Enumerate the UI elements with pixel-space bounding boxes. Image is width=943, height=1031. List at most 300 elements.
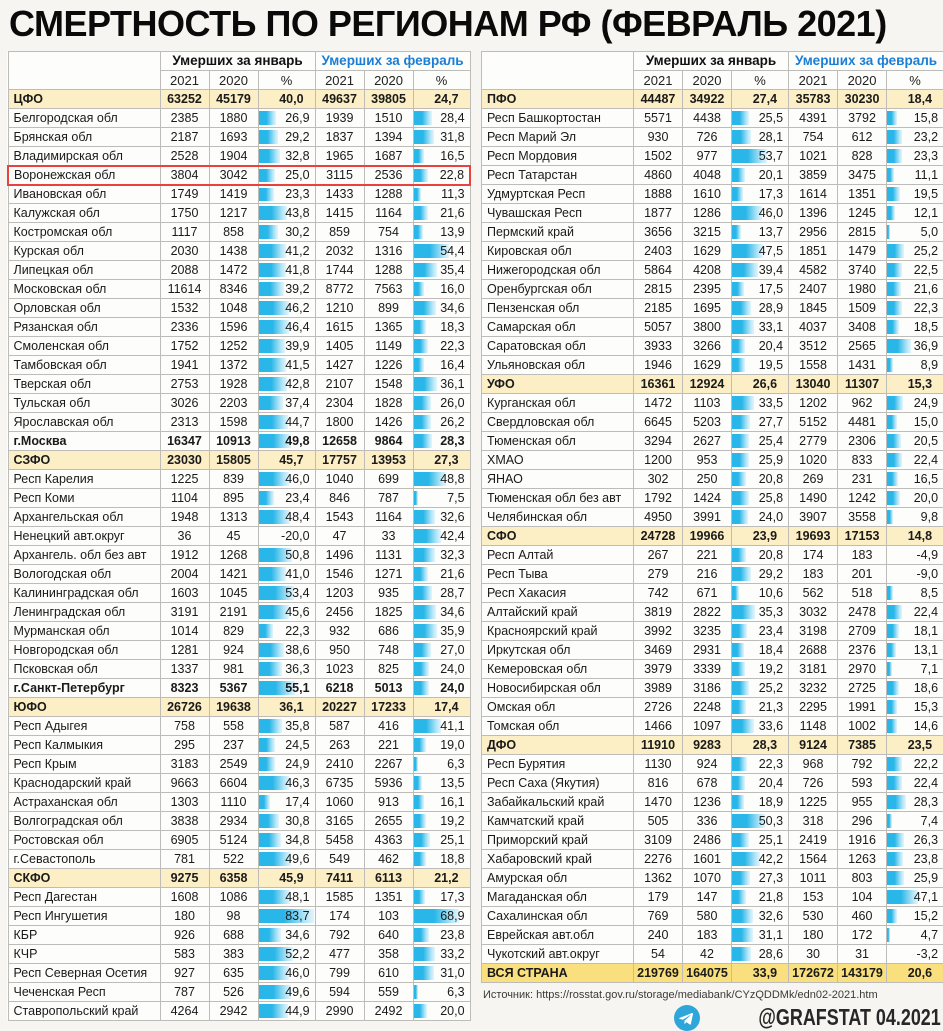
deaths-feb-2021: 1845	[789, 299, 838, 318]
deaths-jan-2020: 580	[683, 907, 732, 926]
pct-change-jan: 45,6	[258, 603, 315, 622]
deaths-feb-2021: 174	[789, 546, 838, 565]
region-row	[8, 527, 470, 546]
pct-change-feb: -4,9	[887, 546, 943, 565]
region-row	[482, 565, 943, 584]
percent-bar	[414, 966, 434, 980]
pct-change-feb: 14,6	[887, 717, 943, 736]
pct-change-jan: 33,9	[732, 964, 789, 983]
deaths-feb-2021: 3165	[315, 812, 364, 831]
deaths-feb-2021: 3859	[789, 166, 838, 185]
region-name: Магаданская обл	[482, 888, 634, 907]
deaths-feb-2021: 1148	[789, 717, 838, 736]
deaths-feb-2020: 833	[838, 451, 887, 470]
deaths-feb-2020: 17233	[364, 698, 413, 717]
region-row	[8, 717, 470, 736]
region-name: ЯНАО	[482, 470, 634, 489]
pct-change-feb: 16,0	[413, 280, 470, 299]
deaths-feb-2020: 2376	[838, 641, 887, 660]
region-name: Калининградская обл	[8, 584, 160, 603]
percent-bar	[732, 168, 745, 182]
deaths-feb-2020: 792	[838, 755, 887, 774]
pct-change-feb: 11,1	[887, 166, 943, 185]
pct-change-feb: 18,5	[887, 318, 943, 337]
percent-bar	[887, 681, 899, 695]
deaths-jan-2021: 930	[634, 128, 683, 147]
pct-change-feb: 28,3	[887, 793, 943, 812]
deaths-jan-2021: 2815	[634, 280, 683, 299]
credit-text: @GRAFSTAT 04.2021	[759, 1004, 941, 1031]
deaths-feb-2020: 686	[364, 622, 413, 641]
region-row	[482, 850, 943, 869]
pct-change-feb: 24,7	[413, 90, 470, 109]
pct-change-feb: 19,2	[413, 812, 470, 831]
deaths-jan-2020: 3991	[683, 508, 732, 527]
deaths-feb-2020: 11307	[838, 375, 887, 394]
deaths-feb-2020: 1002	[838, 717, 887, 736]
percent-bar	[732, 320, 754, 334]
percent-bar	[732, 187, 743, 201]
percent-bar	[732, 111, 749, 125]
pct-change-jan: 45,9	[258, 869, 315, 888]
deaths-jan-2021: 1337	[160, 660, 209, 679]
deaths-feb-2021: 968	[789, 755, 838, 774]
pct-change-feb: 22,2	[887, 755, 943, 774]
region-name: ПФО	[482, 90, 634, 109]
percent-bar	[887, 586, 893, 600]
pct-change-jan: 39,2	[258, 280, 315, 299]
deaths-feb-2021: 859	[315, 223, 364, 242]
percent-bar	[732, 453, 749, 467]
region-row	[482, 489, 943, 508]
region-row	[8, 375, 470, 394]
deaths-feb-2020: 1687	[364, 147, 413, 166]
pct-change-jan: 39,4	[732, 261, 789, 280]
percent-bar	[414, 681, 430, 695]
region-name: Тверская обл	[8, 375, 160, 394]
deaths-feb-2020: 2725	[838, 679, 887, 698]
deaths-jan-2021: 26726	[160, 698, 209, 717]
deaths-feb-2021: 1965	[315, 147, 364, 166]
region-row	[8, 242, 470, 261]
percent-bar	[414, 491, 419, 505]
deaths-feb-2021: 562	[789, 584, 838, 603]
percent-bar	[887, 624, 899, 638]
percent-bar	[414, 719, 441, 733]
percent-bar	[259, 396, 284, 410]
pct-change-feb: 23,8	[887, 850, 943, 869]
deaths-feb-2021: 477	[315, 945, 364, 964]
percent-bar	[414, 320, 426, 334]
percent-bar	[887, 491, 900, 505]
deaths-feb-2020: 3740	[838, 261, 887, 280]
col-jan-pct: %	[258, 71, 315, 90]
pct-change-feb: 9,8	[887, 508, 943, 527]
percent-bar	[887, 662, 892, 676]
pct-change-feb: 16,4	[413, 356, 470, 375]
district-row	[482, 527, 943, 546]
region-name: Мурманская обл	[8, 622, 160, 641]
percent-bar	[259, 188, 274, 202]
deaths-feb-2021: 20227	[315, 698, 364, 717]
pct-change-feb: 24,0	[413, 679, 470, 698]
region-row	[482, 717, 943, 736]
deaths-jan-2020: 635	[209, 964, 258, 983]
pct-change-jan: 44,7	[258, 413, 315, 432]
percent-bar	[887, 434, 901, 448]
percent-bar	[887, 700, 897, 714]
february-group-header: Умерших за февраль	[789, 52, 943, 71]
deaths-feb-2020: 33	[364, 527, 413, 546]
region-row	[482, 394, 943, 413]
percent-bar	[414, 529, 442, 543]
deaths-feb-2020: 962	[838, 394, 887, 413]
deaths-jan-2021: 2187	[160, 128, 209, 147]
deaths-feb-2021: 3181	[789, 660, 838, 679]
deaths-jan-2020: 1629	[683, 356, 732, 375]
col-feb-2021: 2021	[315, 71, 364, 90]
region-row	[8, 546, 470, 565]
region-row	[8, 641, 470, 660]
region-row	[482, 470, 943, 489]
region-name: ВСЯ СТРАНА	[482, 964, 634, 983]
deaths-jan-2020: 1438	[209, 242, 258, 261]
pct-change-feb: 25,9	[887, 869, 943, 888]
deaths-jan-2020: 924	[683, 755, 732, 774]
region-name: Ростовская обл	[8, 831, 160, 850]
deaths-jan-2021: 5571	[634, 109, 683, 128]
deaths-jan-2020: 19966	[683, 527, 732, 546]
pct-change-jan: 20,8	[732, 546, 789, 565]
deaths-jan-2020: 1086	[209, 888, 258, 907]
deaths-jan-2020: 1097	[683, 717, 732, 736]
deaths-jan-2020: 924	[209, 641, 258, 660]
percent-bar	[259, 358, 286, 372]
region-name: г.Севастополь	[8, 850, 160, 869]
region-name: Кировская обл	[482, 242, 634, 261]
percent-bar	[414, 225, 423, 239]
region-row	[8, 261, 470, 280]
deaths-feb-2020: 221	[364, 736, 413, 755]
deaths-jan-2020: 526	[209, 983, 258, 1002]
region-name: ДФО	[482, 736, 634, 755]
col-feb-2020: 2020	[838, 71, 887, 90]
deaths-jan-2020: 1880	[209, 109, 258, 128]
pct-change-jan: 19,2	[732, 660, 789, 679]
deaths-feb-2021: 3198	[789, 622, 838, 641]
region-row	[482, 337, 943, 356]
region-name: Костромская обл	[8, 223, 160, 242]
pct-change-jan: 42,2	[732, 850, 789, 869]
deaths-feb-2020: 2709	[838, 622, 887, 641]
deaths-jan-2021: 3109	[634, 831, 683, 850]
pct-change-jan: 27,4	[732, 90, 789, 109]
deaths-jan-2021: 927	[160, 964, 209, 983]
deaths-feb-2021: 35783	[789, 90, 838, 109]
pct-change-feb: 41,1	[413, 717, 470, 736]
region-name: Приморский край	[482, 831, 634, 850]
region-row	[8, 299, 470, 318]
deaths-jan-2021: 1877	[634, 204, 683, 223]
pct-change-jan: 28,3	[732, 736, 789, 755]
pct-change-feb: 22,3	[413, 337, 470, 356]
deaths-jan-2021: 3183	[160, 755, 209, 774]
percent-bar	[732, 662, 745, 676]
deaths-jan-2021: 1472	[634, 394, 683, 413]
deaths-jan-2021: 63252	[160, 90, 209, 109]
deaths-feb-2020: 1164	[364, 508, 413, 527]
pct-change-feb: 16,5	[413, 147, 470, 166]
col-feb-2021: 2021	[789, 71, 838, 90]
deaths-feb-2020: 1288	[364, 261, 413, 280]
pct-change-jan: 31,1	[732, 926, 789, 945]
region-row	[482, 926, 943, 945]
pct-change-feb: 21,2	[413, 869, 470, 888]
region-name: Воронежская обл	[8, 166, 160, 185]
pct-change-jan: 42,8	[258, 375, 315, 394]
percent-bar	[414, 643, 432, 657]
region-row	[482, 888, 943, 907]
col-jan-2021: 2021	[634, 71, 683, 90]
deaths-jan-2021: 3819	[634, 603, 683, 622]
deaths-jan-2020: 12924	[683, 375, 732, 394]
deaths-jan-2021: 583	[160, 945, 209, 964]
pct-change-jan: 25,1	[732, 831, 789, 850]
percent-bar	[732, 510, 748, 524]
region-row	[8, 1002, 470, 1021]
percent-bar	[732, 339, 745, 353]
pct-change-feb: 7,4	[887, 812, 943, 831]
pct-change-jan: 46,4	[258, 318, 315, 337]
deaths-feb-2020: 955	[838, 793, 887, 812]
pct-change-jan: 26,9	[258, 109, 315, 128]
region-name: Пензенская обл	[482, 299, 634, 318]
deaths-feb-2021: 47	[315, 527, 364, 546]
deaths-feb-2020: 462	[364, 850, 413, 869]
region-name: УФО	[482, 375, 634, 394]
deaths-jan-2021: 2004	[160, 565, 209, 584]
deaths-feb-2021: 799	[315, 964, 364, 983]
region-row	[482, 660, 943, 679]
deaths-jan-2021: 2088	[160, 261, 209, 280]
pct-change-jan: 33,1	[732, 318, 789, 337]
region-row	[8, 318, 470, 337]
deaths-feb-2020: 610	[364, 964, 413, 983]
deaths-jan-2020: 858	[209, 223, 258, 242]
deaths-jan-2021: 3838	[160, 812, 209, 831]
deaths-jan-2021: 6645	[634, 413, 683, 432]
deaths-jan-2021: 2528	[160, 147, 209, 166]
deaths-feb-2021: 792	[315, 926, 364, 945]
deaths-feb-2020: 5936	[364, 774, 413, 793]
deaths-feb-2020: 1226	[364, 356, 413, 375]
deaths-jan-2020: 147	[683, 888, 732, 907]
pct-change-feb: 15,8	[887, 109, 943, 128]
deaths-jan-2021: 1104	[160, 489, 209, 508]
deaths-jan-2021: 219769	[634, 964, 683, 983]
region-name: Белгородская обл	[8, 109, 160, 128]
pct-change-feb: 6,3	[413, 755, 470, 774]
pct-change-jan: 44,9	[258, 1002, 315, 1021]
deaths-feb-2021: 7411	[315, 869, 364, 888]
region-row	[482, 546, 943, 565]
deaths-feb-2020: 6113	[364, 869, 413, 888]
deaths-feb-2020: 1316	[364, 242, 413, 261]
deaths-jan-2020: 1695	[683, 299, 732, 318]
region-row	[8, 926, 470, 945]
percent-bar	[887, 320, 899, 334]
deaths-feb-2021: 1433	[315, 185, 364, 204]
percent-bar	[414, 111, 433, 125]
percent-bar	[887, 852, 903, 866]
deaths-jan-2020: 4208	[683, 261, 732, 280]
region-name: г.Санкт-Петербург	[8, 679, 160, 698]
deaths-feb-2020: 2306	[838, 432, 887, 451]
pct-change-feb: 34,6	[413, 299, 470, 318]
deaths-jan-2021: 44487	[634, 90, 683, 109]
pct-change-jan: 38,6	[258, 641, 315, 660]
pct-change-feb: 36,1	[413, 375, 470, 394]
region-name: Тамбовская обл	[8, 356, 160, 375]
pct-change-feb: 35,9	[413, 622, 470, 641]
pct-change-jan: 45,7	[258, 451, 315, 470]
percent-bar	[259, 833, 282, 847]
deaths-jan-2020: 671	[683, 584, 732, 603]
deaths-feb-2020: 1263	[838, 850, 887, 869]
pct-change-jan: 47,5	[732, 242, 789, 261]
deaths-feb-2021: 1585	[315, 888, 364, 907]
deaths-jan-2021: 505	[634, 812, 683, 831]
deaths-feb-2020: 2536	[364, 166, 413, 185]
deaths-feb-2021: 549	[315, 850, 364, 869]
deaths-jan-2020: 1313	[209, 508, 258, 527]
percent-bar	[732, 909, 753, 923]
deaths-jan-2021: 2185	[634, 299, 683, 318]
region-row	[482, 907, 943, 926]
telegram-icon	[674, 1005, 700, 1031]
pct-change-jan: 10,6	[732, 584, 789, 603]
pct-change-jan: 20,1	[732, 166, 789, 185]
percent-bar	[732, 472, 746, 486]
percent-bar	[887, 339, 911, 353]
pct-change-jan: 43,8	[258, 204, 315, 223]
pct-change-jan: 22,3	[732, 755, 789, 774]
deaths-jan-2021: 2403	[634, 242, 683, 261]
region-row-highlighted	[8, 166, 470, 185]
region-name: Еврейская авт.обл	[482, 926, 634, 945]
pct-change-feb: 6,3	[413, 983, 470, 1002]
region-name: Тюменская обл	[482, 432, 634, 451]
pct-change-feb: 48,8	[413, 470, 470, 489]
percent-bar	[732, 567, 751, 581]
deaths-jan-2020: 45179	[209, 90, 258, 109]
deaths-feb-2020: 825	[364, 660, 413, 679]
region-name: Томская обл	[482, 717, 634, 736]
deaths-feb-2021: 1615	[315, 318, 364, 337]
percent-bar	[732, 206, 762, 220]
deaths-feb-2020: 2815	[838, 223, 887, 242]
region-name: Архангель. обл без авт	[8, 546, 160, 565]
percent-bar	[887, 776, 902, 790]
deaths-jan-2020: 6358	[209, 869, 258, 888]
region-name: Курская обл	[8, 242, 160, 261]
percent-bar	[259, 415, 288, 429]
pct-change-jan: 53,4	[258, 584, 315, 603]
page-title: СМЕРТНОСТЬ ПО РЕГИОНАМ РФ (ФЕВРАЛЬ 2021)	[9, 3, 939, 45]
pct-change-feb: 26,3	[887, 831, 943, 850]
pct-change-jan: 34,6	[258, 926, 315, 945]
region-name: Кемеровская обл	[482, 660, 634, 679]
deaths-feb-2021: 1614	[789, 185, 838, 204]
region-name: КЧР	[8, 945, 160, 964]
region-name: Респ Бурятия	[482, 755, 634, 774]
deaths-feb-2020: 787	[364, 489, 413, 508]
region-name: Респ Алтай	[482, 546, 634, 565]
deaths-feb-2020: 828	[838, 147, 887, 166]
region-row	[8, 774, 470, 793]
region-name: Респ Адыгея	[8, 717, 160, 736]
percent-bar	[887, 871, 904, 885]
deaths-jan-2021: 2030	[160, 242, 209, 261]
mortality-table-left	[7, 51, 471, 1021]
deaths-feb-2021: 1202	[789, 394, 838, 413]
deaths-jan-2020: 2486	[683, 831, 732, 850]
deaths-jan-2020: 1424	[683, 489, 732, 508]
deaths-jan-2021: 1281	[160, 641, 209, 660]
pct-change-jan: 25,9	[732, 451, 789, 470]
deaths-feb-2021: 1939	[315, 109, 364, 128]
deaths-jan-2021: 1532	[160, 299, 209, 318]
pct-change-jan: 46,0	[258, 470, 315, 489]
percent-bar	[414, 188, 421, 202]
deaths-feb-2021: 1546	[315, 565, 364, 584]
pct-change-jan: 20,4	[732, 774, 789, 793]
header-group-row	[482, 52, 943, 71]
deaths-feb-2021: 1800	[315, 413, 364, 432]
percent-bar	[414, 149, 425, 163]
deaths-jan-2020: 2627	[683, 432, 732, 451]
region-name: Ивановская обл	[8, 185, 160, 204]
region-name: Хабаровский край	[482, 850, 634, 869]
deaths-jan-2020: 1472	[209, 261, 258, 280]
deaths-jan-2020: 1103	[683, 394, 732, 413]
region-row	[8, 736, 470, 755]
deaths-feb-2020: 699	[364, 470, 413, 489]
deaths-jan-2020: 558	[209, 717, 258, 736]
deaths-jan-2020: 977	[683, 147, 732, 166]
deaths-feb-2021: 2990	[315, 1002, 364, 1021]
percent-bar	[887, 396, 903, 410]
region-row	[8, 280, 470, 299]
percent-bar	[414, 510, 435, 524]
percent-bar	[414, 415, 431, 429]
percent-bar	[414, 396, 431, 410]
region-name: Новгородская обл	[8, 641, 160, 660]
deaths-jan-2021: 1888	[634, 185, 683, 204]
district-row	[482, 736, 943, 755]
deaths-feb-2020: 4363	[364, 831, 413, 850]
region-name: Респ Северная Осетия	[8, 964, 160, 983]
percent-bar	[887, 814, 892, 828]
deaths-jan-2020: 5203	[683, 413, 732, 432]
pct-change-feb: 15,2	[887, 907, 943, 926]
deaths-feb-2021: 9124	[789, 736, 838, 755]
pct-change-feb: 26,0	[413, 394, 470, 413]
pct-change-feb: 28,7	[413, 584, 470, 603]
deaths-feb-2020: 1351	[364, 888, 413, 907]
region-name: Свердловская обл	[482, 413, 634, 432]
region-name: Красноярский край	[482, 622, 634, 641]
